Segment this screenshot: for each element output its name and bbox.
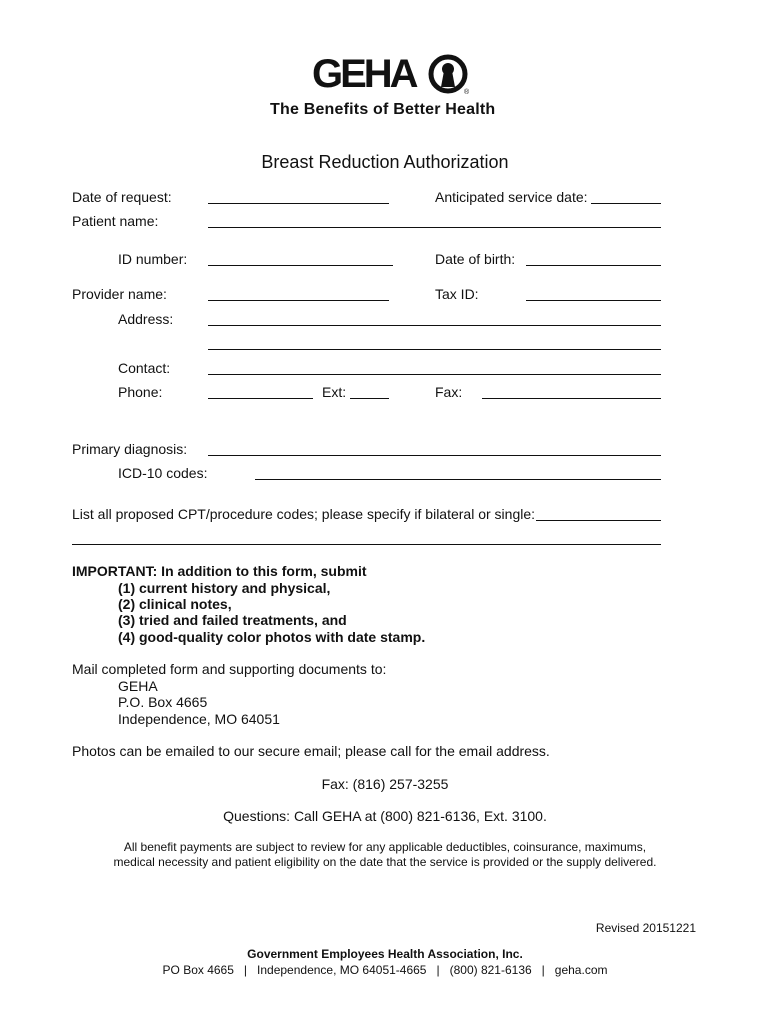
primary-diagnosis-label: Primary diagnosis: (72, 441, 188, 457)
photos-note: Photos can be emailed to our secure email; please call for the email address. (72, 743, 550, 759)
fax-label: Fax: (435, 384, 463, 400)
phone-field[interactable] (208, 398, 313, 399)
important-item-1: (1) current history and physical, (118, 580, 331, 596)
disclaimer-line-1: All benefit payments are subject to review for any applicable deductibles, coinsurance, maximums, (123, 840, 647, 854)
address-label: Address: (118, 311, 174, 327)
mail-line-2: P.O. Box 4665 (118, 694, 208, 710)
contact-field[interactable] (208, 374, 661, 375)
ext-label: Ext: (322, 384, 347, 400)
date-of-birth-field[interactable] (526, 265, 661, 266)
cpt-codes-label: List all proposed CPT/procedure codes; please specify if bilateral or single: (72, 506, 536, 522)
date-of-birth-label: Date of birth: (435, 251, 516, 267)
important-item-3: (3) tried and failed treatments, and (118, 612, 347, 628)
disclaimer-line-2: medical necessity and patient eligibility on the date that the service is provided or the supply delivered. (113, 855, 657, 869)
revised-date: Revised 20151221 (595, 921, 696, 935)
important-item-2: (2) clinical notes, (118, 596, 232, 612)
tax-id-field[interactable] (526, 300, 661, 301)
anticipated-service-date-field[interactable] (591, 203, 661, 204)
patient-name-field[interactable] (208, 227, 661, 228)
fax-line: Fax: (816) 257-3255 (321, 776, 449, 792)
fax-field[interactable] (482, 398, 661, 399)
important-lead: In addition to this form, submit (157, 563, 367, 579)
contact-label: Contact: (118, 360, 171, 376)
address-field-line-1[interactable] (208, 325, 661, 326)
primary-diagnosis-field[interactable] (208, 455, 661, 456)
important-heading (72, 563, 367, 579)
mail-line-3: Independence, MO 64051 (118, 711, 280, 727)
anticipated-service-date-label: Anticipated service date: (435, 189, 588, 205)
provider-name-label: Provider name: (72, 286, 167, 302)
phone-label: Phone: (118, 384, 163, 400)
footer-contact: PO Box 4665 | Independence, MO 64051-4665 | (800) 821-6136 | geha.com (162, 963, 608, 977)
id-number-label: ID number: (118, 251, 188, 267)
mail-line-1: GEHA (118, 678, 158, 694)
tax-id-label: Tax ID: (435, 286, 479, 302)
keyhole-icon (428, 54, 468, 94)
mail-intro: Mail completed form and supporting documents to: (72, 661, 387, 677)
questions-line: Questions: Call GEHA at (800) 821-6136, Ext. 3100. (223, 808, 547, 824)
form-title: Breast Reduction Authorization (261, 152, 509, 172)
ext-field[interactable] (350, 398, 389, 399)
address-field-line-2[interactable] (208, 349, 661, 350)
logo-wordmark: GEHA (312, 52, 416, 96)
icd10-codes-label: ICD-10 codes: (118, 465, 208, 481)
date-of-request-field[interactable] (208, 203, 389, 204)
cpt-codes-field-line-2[interactable] (72, 544, 661, 545)
important-label: IMPORTANT: (72, 563, 158, 579)
tagline: The Benefits of Better Health (270, 101, 496, 118)
icd10-codes-field[interactable] (255, 479, 661, 480)
geha-logo (312, 52, 472, 96)
provider-name-field[interactable] (208, 300, 389, 301)
footer-org: Government Employees Health Association, Inc. (247, 947, 523, 961)
svg-text:®: ® (464, 89, 470, 96)
important-item-4: (4) good-quality color photos with date stamp. (118, 629, 426, 645)
id-number-field[interactable] (208, 265, 393, 266)
cpt-codes-field-line-1[interactable] (536, 520, 661, 521)
date-of-request-label: Date of request: (72, 189, 172, 205)
patient-name-label: Patient name: (72, 213, 159, 229)
